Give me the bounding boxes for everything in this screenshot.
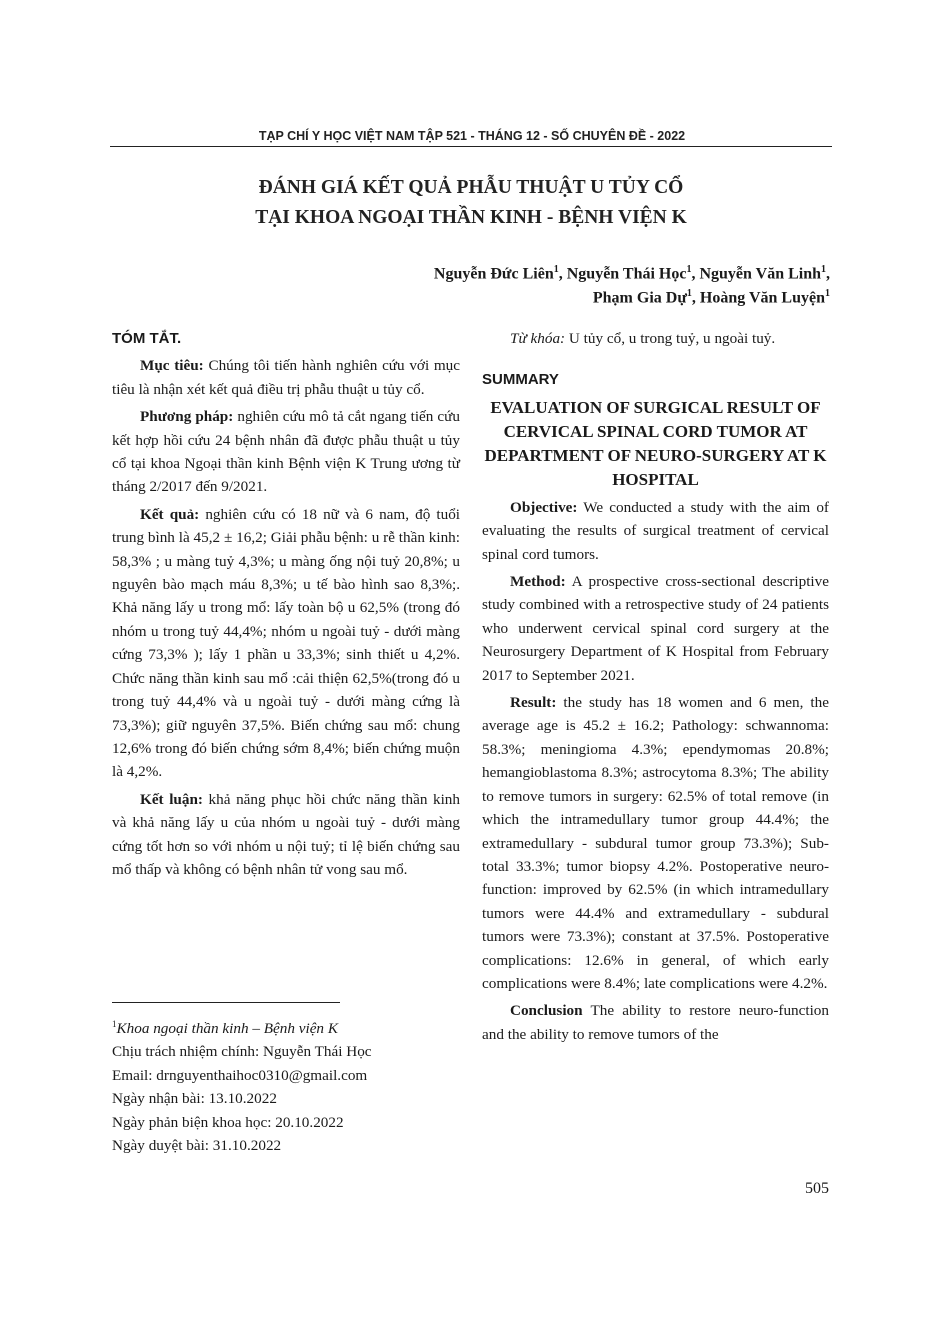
vi-keywords-label: Từ khóa: bbox=[510, 330, 566, 347]
en-result-text: the study has 18 women and 6 men, the average age is 45.2 ± 16.2; Pathology: schwannoma: 58.3%; meningioma 4.3%; ependymomas 20.8%; hemangioblastoma 8.3%; astrocytoma 8.3%; The ability to remove tumors in surgery: 62.5% of total remove (in which the intramedullary tumor group 44.4%; the extramedullary - subdural tumor group 73.3%); Sub-total 33.3%; tumor biopsy 4.2%. Postoperative neuro-function: improved by 62.5% (in which intramedullary tumors were 44.4% and extramedullary - subdural tumors were 73.3%); constant at 37.5%. Postoperative complications: 12.6% in general, of which early complications were 8.4%; late complications were 4.2%. bbox=[482, 694, 829, 992]
vi-objective-text: Chúng tôi tiến hành nghiên cứu với mục tiêu là nhận xét kết quả điều trị phẫu thuật u tủy cổ. bbox=[112, 357, 461, 398]
en-method-text: A prospective cross-sectional descriptive study combined with a retrospective study of 24 patients who underwent cervical spinal cord surgery at the Neurosurgery Department of K Hospital from February 2017 to September 2021. bbox=[482, 573, 829, 684]
english-abstract bbox=[482, 327, 829, 1050]
vi-objective bbox=[112, 354, 460, 401]
en-summary-heading: SUMMARY bbox=[482, 371, 559, 389]
author-affiliation-mark: 1 bbox=[825, 288, 830, 299]
author-affiliation-mark: 1 bbox=[821, 264, 826, 275]
en-objective-text: We conducted a study with the aim of evaluating the results of surgical treatment of cervical spinal cord tumors. bbox=[482, 498, 829, 563]
en-conclusion-label: Conclusion bbox=[510, 1002, 583, 1020]
en-result-label: Result: bbox=[510, 694, 557, 712]
vi-result-text: nghiên cứu có 18 nữ và 6 nam, độ tuổi trung bình là 45,2 ± 16,2; Giải phẫu bệnh: u rễ thần kinh: 58,3% ; u màng tuỷ 4,3%; u màng ống nội tuỷ 20,8%; u nguyên bào mạch máu 8,3%; u tế bào hình sao 8,3%;. Khả năng lấy u trong mổ: lấy toàn bộ u 62,5% (trong đó nhóm u trong tuỷ 44,4%; nhóm u ngoài tuỷ - dưới màng cứng 73,3% ); lấy 1 phần u 33,3%; sinh thiết u 4,2%. Chức năng thần kinh sau mổ :cải thiện 62,5%(trong đó u trong tuỷ 44,4% và u ngoài tuỷ - dưới màng cứng là 73,3%); giữ nguyên 37,5%. Biến chứng sau mổ: chung 12,6% trong đó biến chứng sớm 8,4%; biến chứng muộn là 4,2%. bbox=[112, 505, 461, 781]
en-conclusion-text: The ability to restore neuro-function and the ability to remove tumors of the bbox=[482, 1002, 829, 1043]
author-affiliation-mark: 1 bbox=[553, 264, 559, 275]
en-conclusion bbox=[482, 999, 829, 1046]
vi-method bbox=[112, 405, 460, 499]
author-separator: , bbox=[691, 289, 700, 307]
vi-conclusion-label: Kết luận: bbox=[140, 790, 203, 808]
journal-header: TẠP CHÍ Y HỌC VIỆT NAM TẬP 521 - THÁNG 12 - SỐ CHUYÊN ĐỀ - 2022 bbox=[258, 129, 686, 143]
en-method-label: Method: bbox=[510, 573, 566, 591]
footnote-affiliation bbox=[112, 1013, 460, 1040]
vi-method-text: nghiên cứu mô tả cắt ngang tiến cứu kết hợp hồi cứu 24 bệnh nhân đã được phẫu thuật u tủy cổ tại khoa Ngoại thần kinh Bệnh viện K Trung ương từ tháng 2/2017 đến 9/2021. bbox=[112, 408, 460, 496]
en-method bbox=[482, 570, 829, 687]
en-result bbox=[482, 691, 829, 995]
vi-objective-label: Mục tiêu: bbox=[140, 357, 204, 375]
author-name: Hoàng Văn Luyện bbox=[699, 289, 825, 307]
footnote-rule bbox=[112, 1002, 340, 1003]
vi-conclusion bbox=[112, 788, 460, 882]
footnote-responsible: Chịu trách nhiệm chính: Nguyễn Thái Học bbox=[112, 1043, 372, 1061]
vi-abstract-heading: TÓM TẮT. bbox=[112, 330, 182, 347]
vi-keywords bbox=[482, 327, 829, 350]
footnote-approved: Ngày duyệt bài: 31.10.2022 bbox=[112, 1137, 282, 1155]
author-name: Nguyễn Đức Liên bbox=[433, 265, 554, 283]
vietnamese-abstract bbox=[112, 327, 460, 885]
footnote-affiliation-text: Khoa ngoại thần kinh – Bệnh viện K bbox=[116, 1020, 338, 1038]
author-separator: , bbox=[558, 265, 567, 283]
author-name: Phạm Gia Dự bbox=[592, 289, 687, 307]
authors-line-2 bbox=[593, 282, 830, 310]
header-rule bbox=[110, 146, 832, 147]
author-affiliation-mark: 1 bbox=[686, 288, 692, 299]
author-name: Nguyễn Thái Học bbox=[566, 265, 687, 283]
footnote-reviewed: Ngày phản biện khoa học: 20.10.2022 bbox=[112, 1113, 344, 1131]
author-separator: , bbox=[691, 265, 700, 283]
footnote-received: Ngày nhận bài: 13.10.2022 bbox=[112, 1090, 277, 1108]
author-affiliation-mark: 1 bbox=[686, 264, 692, 275]
author-name: Nguyễn Văn Linh bbox=[699, 265, 821, 283]
en-article-title: EVALUATION OF SURGICAL RESULT OF CERVICAL SPINAL CORD TUMOR AT DEPARTMENT OF NEURO-SURGERY AT K HOSPITAL bbox=[484, 397, 827, 489]
author-separator: , bbox=[826, 265, 830, 283]
footnote-email: Email: drnguyenthaihoc0310@gmail.com bbox=[112, 1066, 368, 1084]
title-line-1: ĐÁNH GIÁ KẾT QUẢ PHẪU THUẬT U TỦY CỔ bbox=[258, 177, 684, 198]
vi-keywords-text: U tủy cổ, u trong tuỷ, u ngoài tuỷ. bbox=[565, 330, 776, 347]
vi-result bbox=[112, 503, 460, 784]
vi-method-label: Phương pháp: bbox=[140, 408, 234, 426]
en-objective bbox=[482, 496, 829, 566]
vi-result-label: Kết quả: bbox=[140, 505, 200, 523]
vi-conclusion-text: khả năng phục hồi chức năng thần kinh và khả năng lấy u của nhóm u ngoài tuỷ - dưới màng cứng tốt hơn so với nhóm u nội tuỷ; tỉ lệ biến chứng sau mổ thấp và không có bệnh nhân tử vong sau mổ. bbox=[112, 790, 460, 878]
page-number: 505 bbox=[805, 1180, 829, 1197]
title-line-2: TẠI KHOA NGOẠI THẦN KINH - BỆNH VIỆN K bbox=[255, 207, 687, 228]
en-objective-label: Objective: bbox=[510, 498, 578, 516]
footnotes bbox=[112, 1013, 460, 1158]
footnote-affiliation-mark: 1 bbox=[112, 1019, 117, 1029]
